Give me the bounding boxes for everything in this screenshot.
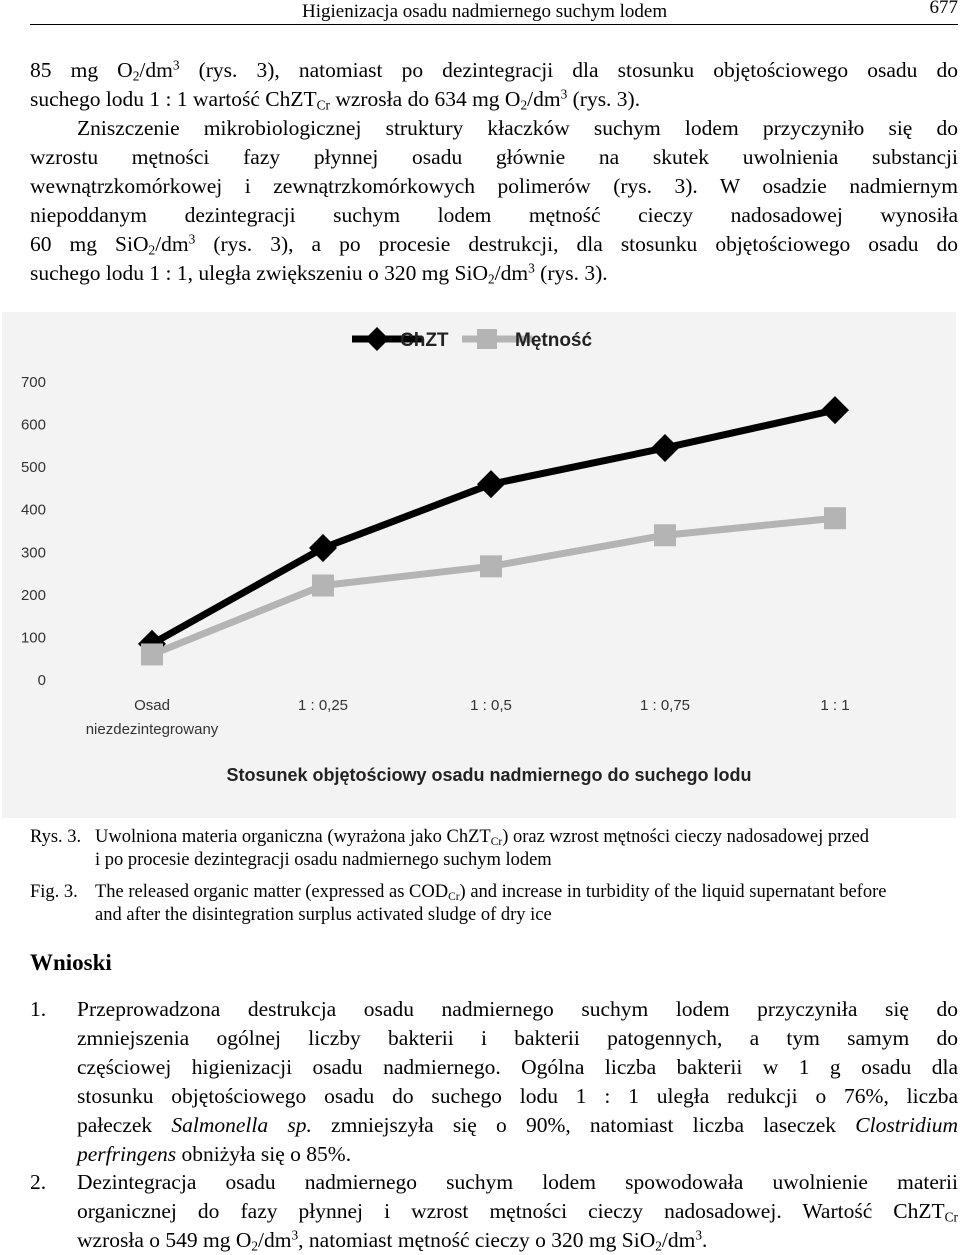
x-tick-label: niezdezintegrowany bbox=[85, 721, 219, 738]
list-number: 2. bbox=[30, 1170, 47, 1194]
data-point-metnosc bbox=[312, 574, 334, 596]
legend-label: Mętność bbox=[515, 330, 593, 351]
list-line bbox=[77, 1111, 958, 1140]
text-run: The released organic matter (expressed as COD bbox=[95, 882, 449, 902]
paragraph-line: Zniszczenie mikrobiologicznej struktury kłaczków suchym lodem przyczyniło się do bbox=[77, 116, 958, 140]
list-line: Przeprowadzona destrukcja osadu nadmiernego suchym lodem przyczyniła się do bbox=[77, 997, 958, 1021]
italic-run: perfringens bbox=[77, 1142, 177, 1166]
paragraph-line: wewnątrzkomórkowej i zewnątrzkomórkowych polimerów (rys. 3). W osadzie nadmiernym bbox=[30, 174, 958, 198]
legend-label: ChZT bbox=[400, 330, 449, 351]
data-point-chzt bbox=[309, 534, 337, 562]
x-tick-label: 1 : 0,25 bbox=[297, 697, 349, 714]
caption-label: Rys. 3. bbox=[30, 827, 82, 847]
text-run: (rys. 3), natomiast po dezintegracji dla stosunku objętościowego osadu do bbox=[179, 58, 958, 82]
text-run: Uwolniona materia organiczna (wyrażona jako ChZT bbox=[95, 827, 491, 847]
text-run: organicznej do fazy płynnej i wzrost mętności cieczy nadosadowej. Wartość ChZT bbox=[77, 1199, 945, 1223]
text-run: (rys. 3). bbox=[567, 87, 641, 111]
y-tick-label: 400 bbox=[20, 501, 46, 519]
subscript: Cr bbox=[944, 1209, 958, 1225]
list-line bbox=[77, 1226, 958, 1255]
list-item-text bbox=[77, 1168, 958, 1255]
y-tick-label: 300 bbox=[20, 544, 46, 562]
caption-line: and after the disintegration surplus activated sludge of dry ice bbox=[95, 905, 552, 925]
data-point-metnosc bbox=[824, 507, 846, 529]
legend-marker bbox=[477, 329, 497, 349]
text-run: wzrosła do 634 mg O bbox=[329, 87, 521, 111]
text-run: suchego lodu 1 : 1 wartość ChZT bbox=[30, 87, 317, 111]
subscript: 2 bbox=[132, 68, 140, 84]
y-tick-label: 700 bbox=[20, 374, 46, 391]
subscript: Cr bbox=[316, 97, 330, 113]
x-tick-label: 1 : 0,75 bbox=[639, 697, 691, 714]
y-tick-label: 200 bbox=[20, 586, 46, 604]
subscript: 2 bbox=[655, 1238, 662, 1254]
data-point-metnosc bbox=[141, 643, 163, 665]
y-tick-label: 100 bbox=[20, 629, 46, 647]
paragraph-line bbox=[30, 259, 958, 288]
superscript: 3 bbox=[695, 1227, 703, 1243]
paragraph-line bbox=[30, 230, 958, 259]
text-run: 60 mg SiO bbox=[30, 232, 149, 256]
superscript: 3 bbox=[528, 260, 535, 276]
superscript: 3 bbox=[560, 86, 568, 102]
list-number: 1. bbox=[30, 997, 47, 1021]
subscript: Cr bbox=[448, 890, 460, 903]
intro-paragraph bbox=[30, 56, 958, 288]
section-heading-conclusions: Wnioski bbox=[30, 950, 112, 975]
subscript: 2 bbox=[520, 97, 528, 113]
list-line bbox=[77, 1140, 958, 1169]
superscript: 3 bbox=[172, 57, 180, 73]
text-run: /dm bbox=[155, 232, 189, 256]
x-axis-title: Stosunek objętościowy osadu nadmiernego do suchego lodu bbox=[226, 765, 752, 785]
text-run: 85 mg O bbox=[30, 58, 133, 82]
paragraph-line: wzrostu mętności fazy płynnej osadu głównie na skutek uwolnienia substancji bbox=[30, 145, 958, 169]
caption-label: Fig. 3. bbox=[30, 882, 78, 902]
caption-line bbox=[95, 881, 960, 904]
superscript: 3 bbox=[188, 231, 196, 247]
superscript: 3 bbox=[291, 1227, 299, 1243]
x-tick-label: 1 : 0,5 bbox=[470, 697, 512, 714]
y-tick-label: 500 bbox=[20, 459, 46, 477]
data-point-chzt bbox=[477, 470, 505, 498]
text-run: pałeczek bbox=[77, 1113, 172, 1137]
line-chart bbox=[2, 312, 956, 818]
subscript: 2 bbox=[148, 242, 156, 258]
text-run: obniżyła się o 85%. bbox=[176, 1142, 352, 1166]
text-run: wzrosła o 549 mg O bbox=[77, 1228, 252, 1252]
data-point-metnosc bbox=[654, 524, 676, 546]
list-item-text bbox=[77, 995, 958, 1169]
data-point-chzt bbox=[821, 396, 849, 424]
subscript: Cr bbox=[490, 835, 503, 848]
list-line: Dezintegracja osadu nadmiernego suchym lodem spowodowała uwolnienie materii bbox=[77, 1170, 958, 1194]
caption-text bbox=[95, 881, 960, 927]
text-run: zmniejszyła się o 90%, natomiast liczba laseczek bbox=[311, 1113, 856, 1137]
text-run: /dm bbox=[258, 1228, 292, 1252]
data-point-chzt bbox=[651, 434, 679, 462]
text-run: . bbox=[702, 1228, 708, 1252]
page-number: 677 bbox=[929, 0, 958, 18]
italic-run: Salmonella sp. bbox=[171, 1113, 312, 1137]
data-point-metnosc bbox=[480, 555, 502, 577]
subscript: 2 bbox=[251, 1238, 259, 1254]
y-tick-label: 600 bbox=[20, 416, 46, 434]
text-run: (rys. 3). bbox=[534, 261, 608, 285]
running-header bbox=[30, 0, 958, 25]
legend-marker bbox=[365, 327, 389, 351]
list-line: częściowej higienizacji osadu nadmiernego. Ogólna liczba bakterii w 1 g osadu dla bbox=[77, 1055, 958, 1079]
italic-run: Clostridium bbox=[855, 1113, 959, 1137]
text-run: /dm bbox=[527, 87, 561, 111]
x-tick-label: Osad bbox=[134, 697, 170, 714]
text-run: ) oraz wzrost mętności cieczy nadosadowej przed bbox=[502, 827, 869, 847]
paragraph-line bbox=[30, 85, 958, 114]
running-title: Higienizacja osadu nadmiernego suchym lodem bbox=[302, 1, 668, 22]
subscript: 2 bbox=[488, 271, 495, 287]
list-line bbox=[77, 1197, 958, 1226]
text-run: , natomiast mętność cieczy o 320 mg SiO bbox=[298, 1228, 656, 1252]
list-line: zmniejszenia ogólnej liczby bakterii i bakterii patogennych, a tym samym do bbox=[77, 1026, 958, 1050]
text-run: ) and increase in turbidity of the liquid supernatant before bbox=[459, 882, 887, 902]
y-tick-label: 0 bbox=[37, 672, 46, 689]
figure-3-chart bbox=[2, 312, 956, 818]
list-line: stosunku objętościowego osadu do suchego lodu 1 : 1 uległa redukcji o 76%, liczba bbox=[77, 1084, 958, 1108]
text-run: /dm bbox=[661, 1228, 696, 1252]
text-run: (rys. 3), a po procesie destrukcji, dla stosunku objętościowego osadu do bbox=[195, 232, 958, 256]
x-tick-label: 1 : 1 bbox=[820, 697, 850, 714]
paragraph-line bbox=[30, 56, 958, 85]
caption-line: i po procesie dezintegracji osadu nadmiernego suchym lodem bbox=[95, 850, 552, 870]
text-run: suchego lodu 1 : 1, uległa zwiększeniu o 320 mg SiO bbox=[30, 261, 488, 285]
paragraph-line: niepoddanym dezintegracji suchym lodem mętność cieczy nadosadowej wynosiła bbox=[30, 203, 958, 227]
text-run: /dm bbox=[139, 58, 173, 82]
caption-line bbox=[95, 826, 960, 849]
caption-text bbox=[95, 826, 960, 872]
text-run: /dm bbox=[494, 261, 529, 285]
